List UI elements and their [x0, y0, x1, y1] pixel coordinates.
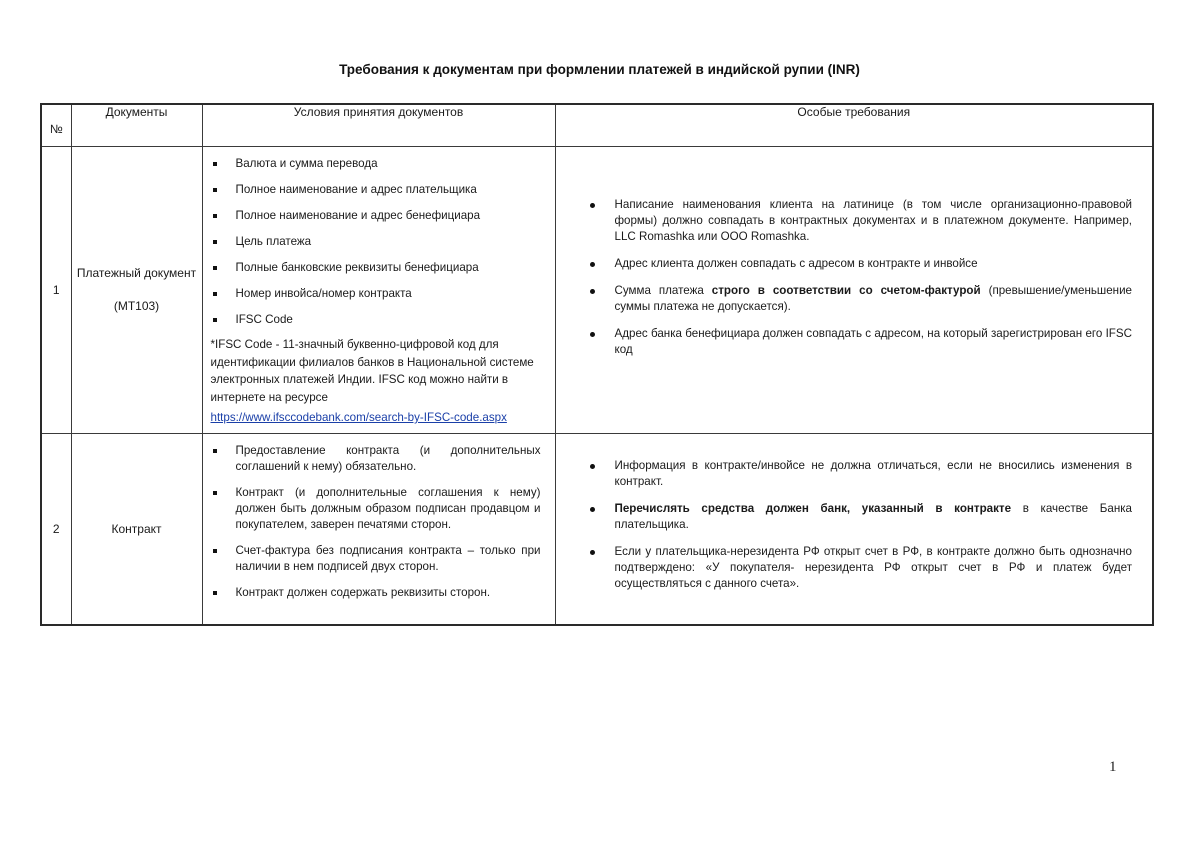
header-conditions: Условия принятия документов	[202, 104, 555, 147]
special-requirements-cell	[555, 434, 1153, 626]
square-bullet-icon	[213, 491, 217, 495]
round-bullet-icon	[590, 332, 595, 337]
square-bullet-icon	[213, 591, 217, 595]
square-bullet-icon	[213, 188, 217, 192]
document-name: Контракт	[111, 521, 162, 536]
list-item: Счет-фактура без подписания контракта – только при наличии в нем подписей двух сторон.	[211, 543, 541, 575]
round-bullet-icon	[590, 550, 595, 555]
square-bullet-icon	[213, 449, 217, 453]
requirements-table	[40, 103, 1154, 626]
list-item: Сумма платежа строго в соответствии со счетом-фактурой (превышение/уменьшение суммы платежа не допускается).	[590, 283, 1133, 315]
list-item: Контракт должен содержать реквизиты сторон.	[211, 585, 541, 601]
square-bullet-icon	[213, 214, 217, 218]
ifsc-note: *IFSC Code - 11-значный буквенно-цифровой код для идентификации филиалов банков в Национальной системе электронных платежей Индии. IFSC код можно найти в интернете на ресурсе	[210, 338, 534, 404]
header-special-requirements: Особые требования	[555, 104, 1153, 147]
header-documents: Документы	[71, 104, 202, 147]
list-item: Адрес клиента должен совпадать с адресом в контракте и инвойсе	[590, 256, 1133, 272]
page-number: 1	[1109, 759, 1117, 775]
document-subtype: (MT103)	[113, 299, 160, 313]
special-requirements-list	[590, 197, 1133, 358]
document-name-cell	[71, 434, 202, 626]
list-item: IFSC Code	[211, 312, 541, 328]
conditions-cell	[202, 434, 555, 626]
special-requirements-list	[590, 458, 1133, 592]
special-requirements-cell	[555, 147, 1153, 434]
row-number: 1	[41, 147, 71, 434]
square-bullet-icon	[213, 292, 217, 296]
round-bullet-icon	[590, 203, 595, 208]
square-bullet-icon	[213, 240, 217, 244]
emphasis-text: Перечислять средства должен банк, указанный в контракте	[614, 502, 1012, 515]
ifsc-lookup-link[interactable]: https://www.ifsccodebank.com/search-by-IFSC-code.aspx	[210, 411, 507, 424]
table-row	[41, 434, 1153, 626]
list-item: Если у плательщика-нерезидента РФ открыт счет в РФ, в контракте должно быть однозначно подтверждено: «У покупателя- нерезидента РФ открыт счет в РФ и платеж будет осуществляться с данного счета».	[590, 544, 1133, 592]
conditions-cell	[202, 147, 555, 434]
list-item: Номер инвойса/номер контракта	[211, 286, 541, 302]
list-item: Цель платежа	[211, 234, 541, 250]
square-bullet-icon	[213, 549, 217, 553]
square-bullet-icon	[213, 318, 217, 322]
round-bullet-icon	[590, 507, 595, 512]
list-item: Контракт (и дополнительные соглашения к нему) должен быть должным образом подписан продавцом и покупателем, заверен печатями сторон.	[211, 485, 541, 533]
conditions-list	[211, 443, 541, 601]
list-item: Написание наименования клиента на латинице (в том числе организационно-правовой формы) должно совпадать в контрактных документах и в платежном документе. Например, LLC Romashka или ООО Romashka.	[590, 197, 1133, 245]
round-bullet-icon	[590, 289, 595, 294]
round-bullet-icon	[590, 262, 595, 267]
row-number: 2	[41, 434, 71, 626]
header-number: №	[41, 104, 71, 147]
list-item: Предоставление контракта (и дополнительных соглашений к нему) обязательно.	[211, 443, 541, 475]
document-name-cell	[71, 147, 202, 434]
list-item: Полное наименование и адрес бенефициара	[211, 208, 541, 224]
list-item: Полное наименование и адрес плательщика	[211, 182, 541, 198]
square-bullet-icon	[213, 162, 217, 166]
list-item: Перечислять средства должен банк, указанный в контракте в качестве Банка плательщика.	[590, 501, 1133, 533]
round-bullet-icon	[590, 464, 595, 469]
document-title: Требования к документам при формлении платежей в индийской рупии (INR)	[339, 62, 860, 77]
document-name: Платежный документ	[76, 266, 197, 280]
list-item: Полные банковские реквизиты бенефициара	[211, 260, 541, 276]
list-item: Валюта и сумма перевода	[211, 156, 541, 172]
table-header-row	[41, 104, 1153, 147]
conditions-list	[211, 156, 541, 328]
table-row	[41, 147, 1153, 434]
square-bullet-icon	[213, 266, 217, 270]
emphasis-text: строго в соответствии со счетом-фактурой	[711, 284, 981, 297]
list-item: Информация в контракте/инвойсе не должна отличаться, если не вносились изменения в контракт.	[590, 458, 1133, 490]
list-item: Адрес банка бенефициара должен совпадать с адресом, на который зарегистрирован его IFSC код	[590, 326, 1133, 358]
